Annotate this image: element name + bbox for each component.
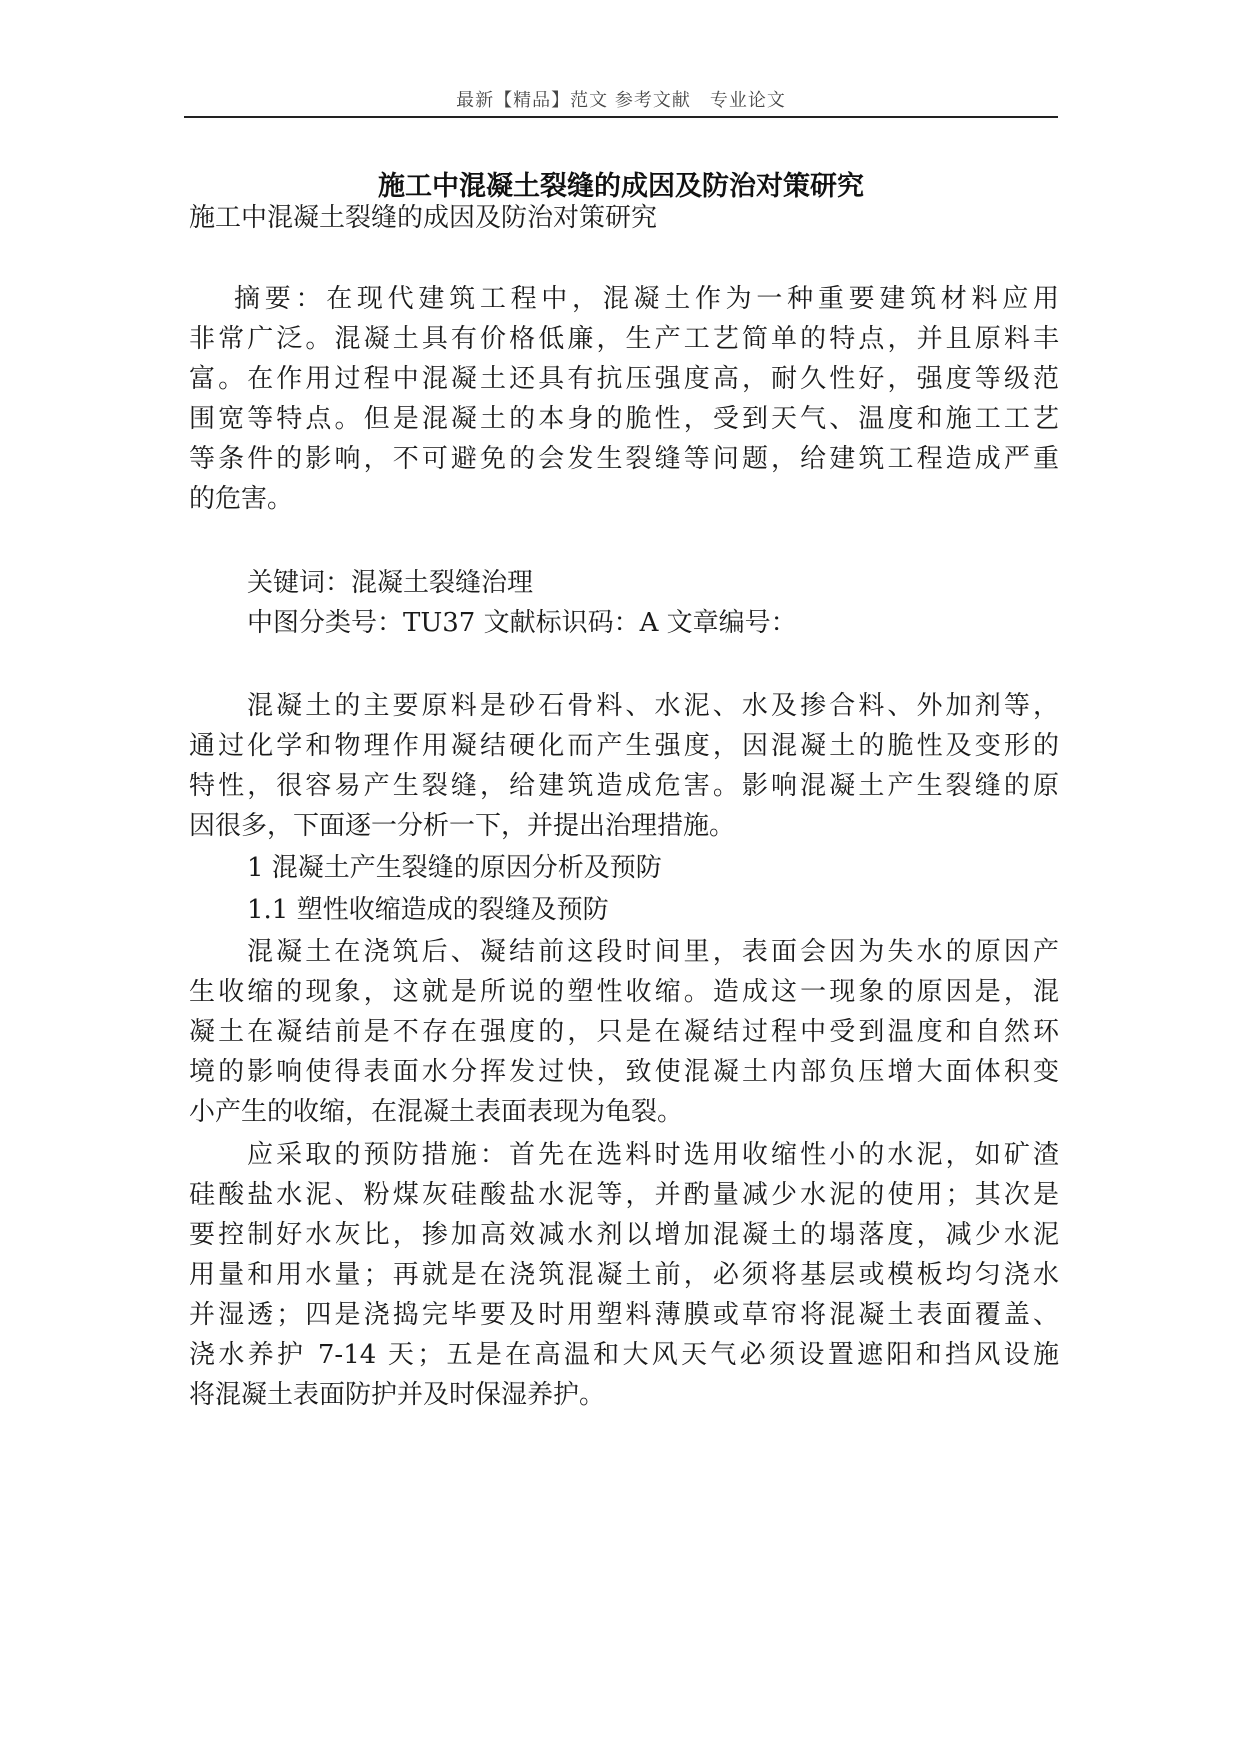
- para2-line: 将混凝土表面防护并及时保湿养护。: [189, 1380, 606, 1410]
- header-divider: [184, 116, 1058, 118]
- abstract-line: 富。在作用过程中混凝土还具有抗压强度高，耐久性好，强度等级范: [189, 364, 1059, 394]
- para1-line: 凝土在凝结前是不存在强度的，只是在凝结过程中受到温度和自然环: [189, 1017, 1059, 1047]
- para1-line: 境的影响使得表面水分挥发过快，致使混凝土内部负压增大面体积变: [189, 1057, 1059, 1087]
- section-heading-1-1: 1.1 塑性收缩造成的裂缝及预防: [247, 895, 609, 925]
- para2-line: 硅酸盐水泥、粉煤灰硅酸盐水泥等，并酌量减少水泥的使用；其次是: [189, 1180, 1059, 1210]
- abstract-line: 等条件的影响，不可避免的会发生裂缝等问题，给建筑工程造成严重: [189, 444, 1059, 474]
- intro-line: 特性，很容易产生裂缝，给建筑造成危害。影响混凝土产生裂缝的原: [189, 771, 1059, 801]
- intro-line: 通过化学和物理作用凝结硬化而产生强度，因混凝土的脆性及变形的: [189, 731, 1059, 761]
- document-subtitle: 施工中混凝土裂缝的成因及防治对策研究: [189, 203, 658, 233]
- abstract-line: 非常广泛。混凝土具有价格低廉，生产工艺简单的特点，并且原料丰: [189, 324, 1059, 354]
- section-heading-1: 1 混凝土产生裂缝的原因分析及预防: [247, 853, 662, 883]
- keywords: 关键词：混凝土裂缝治理: [247, 568, 534, 598]
- para1-line: 混凝土在浇筑后、凝结前这段时间里，表面会因为失水的原因产: [247, 937, 1059, 967]
- para2-line: 并湿透；四是浇捣完毕要及时用塑料薄膜或草帘将混凝土表面覆盖、: [189, 1300, 1059, 1330]
- para1-line: 小产生的收缩，在混凝土表面表现为龟裂。: [189, 1097, 684, 1127]
- para2-line: 要控制好水灰比，掺加高效减水剂以增加混凝土的塌落度，减少水泥: [189, 1220, 1059, 1250]
- abstract-line: 的危害。: [189, 484, 294, 514]
- para1-line: 生收缩的现象，这就是所说的塑性收缩。造成这一现象的原因是，混: [189, 977, 1059, 1007]
- classification: 中图分类号：TU37 文献标识码：A 文章编号：: [247, 608, 797, 638]
- intro-line: 因很多，下面逐一分析一下，并提出治理措施。: [189, 811, 736, 841]
- document-title: 施工中混凝土裂缝的成因及防治对策研究: [378, 171, 864, 202]
- para2-line: 浇水养护 7-14 天；五是在高温和大风天气必须设置遮阳和挡风设施: [189, 1340, 1059, 1370]
- abstract-line: 摘要：在现代建筑工程中，混凝土作为一种重要建筑材料应用: [234, 284, 1059, 314]
- para2-line: 用量和用水量；再就是在浇筑混凝土前，必须将基层或模板均匀浇水: [189, 1260, 1059, 1290]
- intro-line: 混凝土的主要原料是砂石骨料、水泥、水及掺合料、外加剂等，: [247, 691, 1059, 721]
- abstract-line: 围宽等特点。但是混凝土的本身的脆性，受到天气、温度和施工工艺: [189, 404, 1059, 434]
- page-header: 最新【精品】范文 参考文献 专业论文: [456, 90, 786, 111]
- para2-line: 应采取的预防措施：首先在选料时选用收缩性小的水泥，如矿渣: [247, 1140, 1059, 1170]
